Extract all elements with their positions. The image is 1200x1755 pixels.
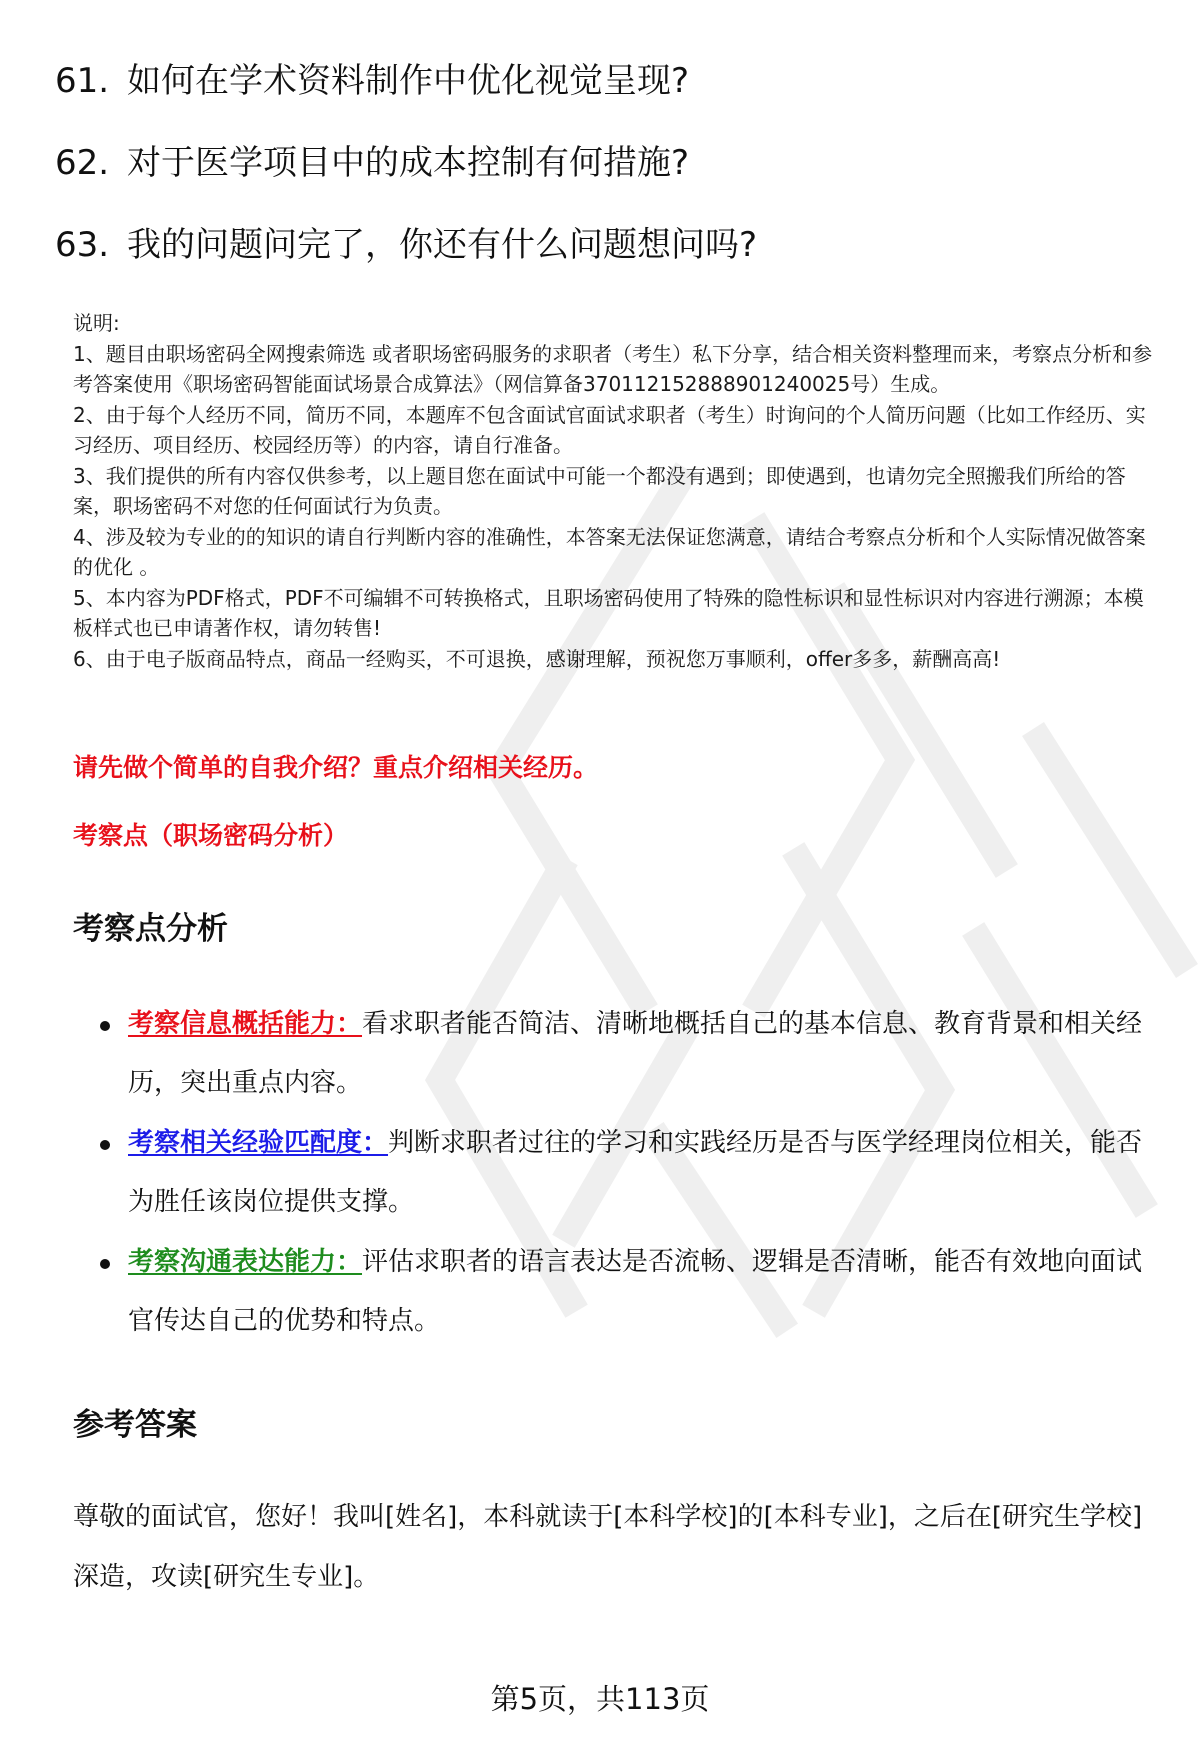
bullet-label: 考察相关经验匹配度： bbox=[128, 1128, 389, 1158]
reference-answer-paragraph: 尊敬的面试官，您好！我叫[姓名]，本科就读于[本科学校]的[本科专业]，之后在[研究生学校]深造，攻读[研究生专业]。 bbox=[73, 1502, 1143, 1592]
question-text: 对于医学项目中的成本控制有何措施? bbox=[127, 143, 690, 183]
notes-item: 3、我们提供的所有内容仅供参考，以上题目您在面试中可能一个都没有遇到；即使遇到，也请勿完全照搬我们所给的答案，职场密码不对您的任何面试行为负责。 bbox=[73, 463, 1126, 518]
notes-item: 5、本内容为PDF格式，PDF不可编辑不可转换格式，且职场密码使用了特殊的隐性标识和显性标识对内容进行溯源；本模板样式也已申请著作权，请勿转售! bbox=[73, 585, 1144, 640]
analysis-bullet bbox=[100, 995, 1160, 1113]
analysis-bullet bbox=[100, 1233, 1160, 1351]
notes-item: 2、由于每个人经历不同，简历不同，本题库不包含面试官面试求职者（考生）时询问的个人简历问题（比如工作经历、实习经历、项目经历、校园经历等）的内容，请自行准备。 bbox=[73, 402, 1146, 457]
question-number: 61. bbox=[55, 61, 110, 101]
focus-points-heading: 考察点（职场密码分析） bbox=[73, 821, 349, 850]
bullet-text: 评估求职者的语言表达是否流畅、逻辑是否清晰，能否有效地向面试官传达自己的优势和特点。 bbox=[128, 1247, 1143, 1336]
current-question-heading: 请先做个简单的自我介绍？重点介绍相关经历。 bbox=[73, 753, 599, 782]
analysis-section-title: 考察点分析 bbox=[73, 911, 228, 947]
question-number: 63. bbox=[55, 225, 110, 265]
bullet-dot-icon bbox=[100, 1140, 110, 1150]
reference-answer-title: 参考答案 bbox=[73, 1407, 197, 1443]
question-item bbox=[55, 142, 689, 184]
bullet-dot-icon bbox=[100, 1259, 110, 1269]
notes-item: 4、涉及较为专业的的知识的请自行判断内容的准确性，本答案无法保证您满意，请结合考察点分析和个人实际情况做答案的优化 。 bbox=[73, 524, 1146, 579]
bullet-text: 看求职者能否简洁、清晰地概括自己的基本信息、教育背景和相关经历，突出重点内容。 bbox=[128, 1009, 1143, 1098]
page-number-footer: 第5页，共113页 bbox=[490, 1682, 710, 1716]
question-text: 如何在学术资料制作中优化视觉呈现? bbox=[127, 61, 690, 101]
question-item bbox=[55, 60, 689, 102]
bullet-label: 考察信息概括能力： bbox=[128, 1009, 363, 1039]
question-item bbox=[55, 224, 757, 266]
notes-item: 6、由于电子版商品特点，商品一经购买，不可退换，感谢理解，预祝您万事顺利，offer多多，薪酬高高! bbox=[73, 646, 1001, 671]
analysis-bullet-list bbox=[100, 995, 1160, 1352]
disclaimer-notes bbox=[73, 308, 1163, 674]
analysis-bullet bbox=[100, 1114, 1160, 1232]
notes-title: 说明: bbox=[73, 311, 120, 335]
bullet-dot-icon bbox=[100, 1021, 110, 1031]
bullet-label: 考察沟通表达能力： bbox=[128, 1247, 363, 1277]
question-text: 我的问题问完了，你还有什么问题想问吗? bbox=[127, 225, 758, 265]
notes-item: 1、题目由职场密码全网搜索筛选 或者职场密码服务的求职者（考生）私下分享，结合相关资料整理而来，考察点分析和参考答案使用《职场密码智能面试场景合成算法》（网信算备370112152888901240025号）生成。 bbox=[73, 341, 1153, 396]
question-number: 62. bbox=[55, 143, 110, 183]
bullet-text: 判断求职者过往的学习和实践经历是否与医学经理岗位相关，能否为胜任该岗位提供支撑。 bbox=[128, 1128, 1143, 1217]
